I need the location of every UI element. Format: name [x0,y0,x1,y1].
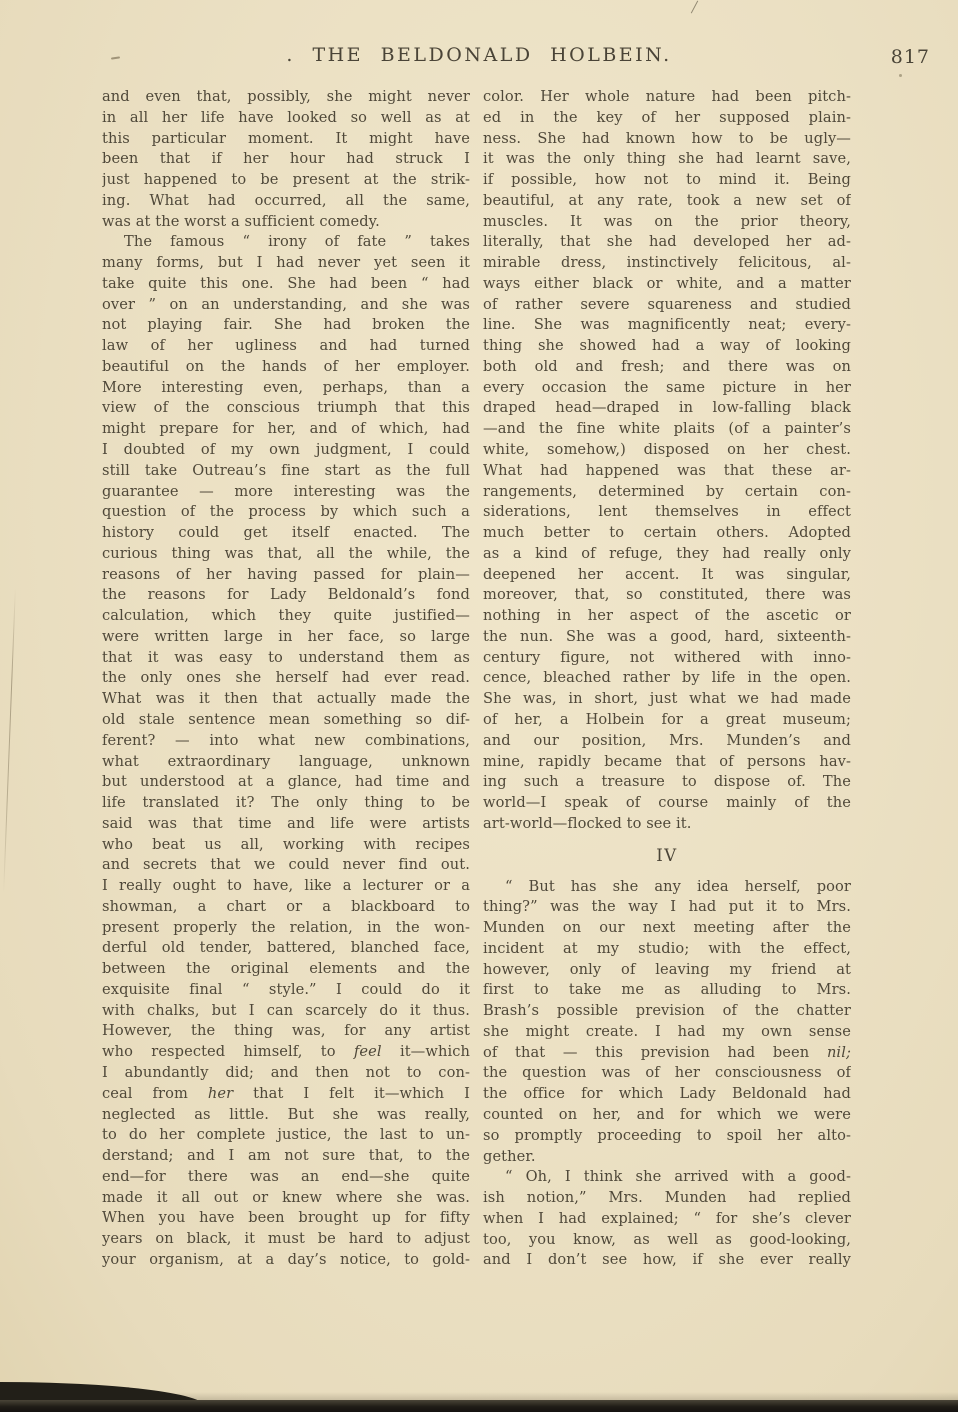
text-line: world—I speak of course mainly of the [483,794,851,812]
book-bottom-edge [0,1400,958,1412]
text-line: —and the fine white plaits (of a painter’s [483,420,851,438]
text-line: mine, rapidly became that of persons hav- [483,752,851,770]
right-column [483,87,851,1271]
text-line: the only ones she herself had ever read. [102,669,470,687]
text-line: beautiful, at any rate, took a new set of [483,191,851,209]
section-heading: IV [656,845,678,865]
text-line: counted on her, and for which we were [483,1105,851,1123]
text-line: view of the conscious triumph that this [102,399,470,417]
text-line: When you have been brought up for fifty [102,1209,470,1227]
text-line: take quite this one. She had been “ had [102,274,470,292]
text-line: if possible, how not to mind it. Being [483,171,851,189]
text-line: Brash’s possible prevision of the chatter [483,1002,851,1020]
text-line: incident at my studio; with the effect, [483,939,851,957]
text-line: however, only of leaving my friend at [483,960,851,978]
text-line: thing?” was the way I had put it to Mrs. [483,898,851,916]
text-line: reasons of her having passed for plain— [102,565,470,583]
top-crease-mark [691,1,698,14]
text-line: the nun. She was a good, hard, sixteenth- [483,627,851,645]
ink-speck [899,74,902,77]
text-line: The famous “ irony of fate ” takes [124,233,470,251]
text-line: she might create. I had my own sense [483,1022,851,1040]
text-line: the reasons for Lady Beldonald’s fond [102,586,470,604]
text-line: law of her ugliness and had turned [102,337,470,355]
text-line: However, the thing was, for any artist [102,1022,470,1040]
text-line: exquisite final “ style.” I could do it [102,980,470,998]
text-line: ness. She had known how to be ugly— [483,129,851,147]
text-line: deepened her accent. It was singular, [483,565,851,583]
text-line: and our position, Mrs. Munden’s and [483,731,851,749]
text-line: nothing in her aspect of the ascetic or [483,607,851,625]
text-line: calculation, which they quite justified— [102,607,470,625]
text-line: when I had explained; “ for she’s clever [483,1209,851,1227]
text-line: the question was of her consciousness of [483,1064,851,1082]
text-line: muscles. It was on the prior theory, [483,212,851,230]
text-line: beautiful on the hands of her employer. [102,357,470,375]
binding-crease-mark [3,588,16,893]
text-line: line. She was magnificently neat; every- [483,316,851,334]
text-line: question of the process by which such a [102,503,470,521]
text-line: life translated it? The only thing to be [102,794,470,812]
text-line: the office for which Lady Beldonald had [483,1085,851,1103]
text-line: that it was easy to understand them as [102,648,470,666]
text-line: What had happened was that these ar- [483,461,851,479]
running-head-title: . THE BELDONALD HOLBEIN. [286,44,672,66]
text-line: ish notion,” Mrs. Munden had replied [483,1189,851,1207]
text-line: just happened to be present at the strik- [102,171,470,189]
text-line: I abundantly did; and then not to con- [102,1063,470,1081]
text-line: so promptly proceeding to spoil her alto- [483,1126,851,1144]
text-line: I doubted of my own judgment, I could [102,441,470,459]
text-line: with chalks, but I can scarcely do it thus. [102,1001,470,1019]
text-line: over ” on an understanding, and she was [102,295,470,313]
text-line: ferent? — into what new combinations, [102,731,470,749]
text-line: siderations, lent themselves in effect [483,503,851,521]
text-line: I really ought to have, like a lecturer or a [102,877,470,895]
text-line: of that — this prevision had been nil; [483,1043,851,1061]
text-line: derful old tender, battered, blanched face, [102,939,470,957]
text-line: not playing fair. She had broken the [102,316,470,334]
text-line: neglected as little. But she was really, [102,1105,470,1123]
text-line: much better to certain others. Adopted [483,524,851,542]
text-line: ing such a treasure to dispose of. The [483,773,851,791]
text-line: What was it then that actually made the [102,690,470,708]
text-line: of her, a Holbein for a great museum; [483,710,851,728]
text-line: white, somehow,) disposed on her chest. [483,441,851,459]
page-number: 817 [890,46,930,68]
text-line: curious thing was that, all the while, the [102,544,470,562]
text-columns [102,87,851,1271]
text-line: this particular moment. It might have [102,129,470,147]
text-line: too, you know, as well as good-looking, [483,1230,851,1248]
text-line: of rather severe squareness and studied [483,295,851,313]
text-line: present properly the relation, in the won- [102,918,470,936]
text-line: Munden on our next meeting after the [483,919,851,937]
text-line: draped head—draped in low-falling black [483,399,851,417]
text-line: ed in the key of her supposed plain- [483,108,851,126]
text-line: still take Outreau’s fine start as the full [102,461,470,479]
text-line: and secrets that we could never find out. [102,856,470,874]
text-line: gether. [483,1147,536,1165]
text-line: who respected himself, to feel it—which [102,1043,470,1061]
left-column [102,87,470,1271]
text-line: color. Her whole nature had been pitch- [483,88,851,105]
text-line: guarantee — more interesting was the [102,482,470,500]
text-line: showman, a chart or a blackboard to [102,897,470,915]
text-line: both old and fresh; and there was on [483,357,851,375]
text-line: were written large in her face, so large [102,627,470,645]
text-line: every occasion the same picture in her [483,378,851,396]
text-line: many forms, but I had never yet seen it [102,254,470,272]
text-line: derstand; and I am not sure that, to the [102,1147,470,1165]
text-line: in all her life have looked so well as at [102,108,470,126]
text-line: was at the worst a sufficient comedy. [102,212,380,230]
text-line: ceal from her that I felt it—which I [102,1084,470,1102]
text-line: and even that, possibly, she might never [102,88,470,105]
text-line: but understood at a glance, had time and [102,773,470,791]
text-line: first to take me as alluding to Mrs. [483,981,851,999]
text-line: who beat us all, working with recipes [102,835,470,853]
text-line: She was, in short, just what we had made [483,690,851,708]
text-line: it was the only thing she had learnt save, [483,150,851,168]
text-line: been that if her hour had struck I [102,150,470,168]
text-line: what extraordinary language, unknown [102,752,470,770]
text-line: to do her complete justice, the last to un- [102,1126,470,1144]
text-line: “ But has she any idea herself, poor [505,877,851,895]
text-line: between the original elements and the [102,960,470,978]
text-line: More interesting even, perhaps, than a [102,378,470,396]
text-line: literally, that she had developed her ad- [483,233,851,251]
text-line: end—for there was an end—she quite [102,1167,470,1185]
text-line: ways either black or white, and a matter [483,274,851,292]
text-line: rangements, determined by certain con- [483,482,851,500]
text-line: as a kind of refuge, they had really only [483,544,851,562]
text-line: and I don’t see how, if she ever really [483,1251,851,1269]
text-line: old stale sentence mean something so dif- [102,710,470,728]
text-line: thing she showed had a way of looking [483,337,851,355]
text-line: years on black, it must be hard to adjust [102,1230,470,1248]
text-line: century figure, not withered with inno- [483,648,851,666]
text-line: might prepare for her, and of which, had [102,420,470,438]
text-line: ing. What had occurred, all the same, [102,191,470,209]
text-line: your organism, at a day’s notice, to gold- [102,1250,470,1268]
text-line: made it all out or knew where she was. [102,1188,470,1206]
text-line: moreover, that, so constituted, there was [483,586,851,604]
text-line: mirable dress, instinctively felicitous, al- [483,254,851,272]
text-line: “ Oh, I think she arrived with a good- [505,1168,851,1186]
text-line: said was that time and life were artists [102,814,470,832]
text-line: art-world—flocked to see it. [483,814,692,832]
text-line: history could get itself enacted. The [102,524,470,542]
text-line: cence, bleached rather by life in the open. [483,669,851,687]
